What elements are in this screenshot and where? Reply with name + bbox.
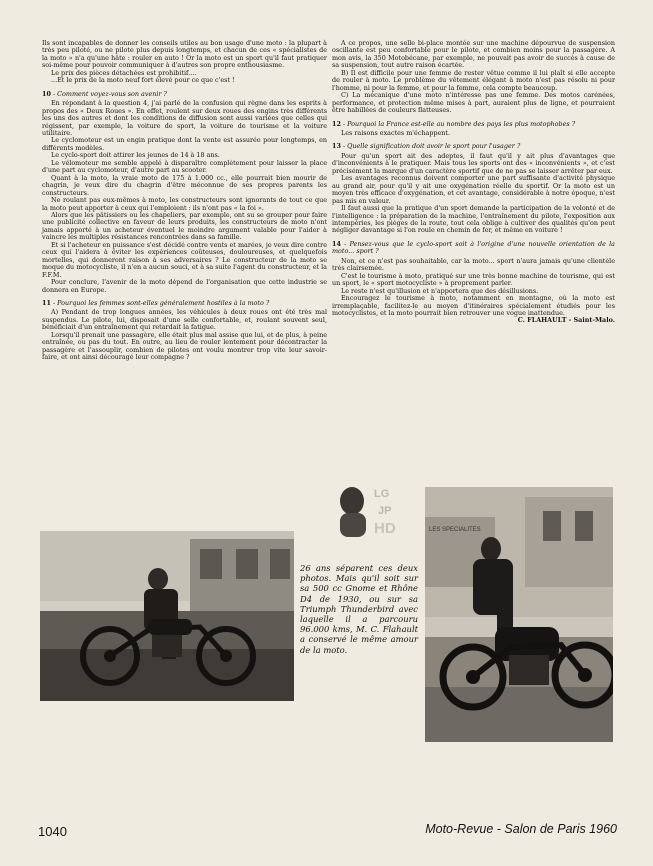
paragraph: Le vélomoteur me semble appelé à disparaître complètement pour laisser la place d'une part au cyclomoteur, d'autre part au scooter. xyxy=(42,158,327,175)
question-text: Quelle signification doit avoir le sport pour l'usager ? xyxy=(347,142,521,151)
paragraph: Pour conclure, l'avenir de la moto dépend de l'organisation que cette industrie se donnera en Europe. xyxy=(42,278,327,294)
paragraph: Quant à la moto, la vraie moto de 175 à 1.000 cc., elle pourrait bien mourir de chagrin, je veux dire du chagrin d'être méconnue de ses propres parents les constructeurs. xyxy=(42,173,327,197)
question-text: Comment voyez-vous son avenir ? xyxy=(57,89,167,98)
paragraph: Le cyclo-sport doit attirer les jeunes de 14 à 18 ans. xyxy=(51,151,220,160)
paragraph: A) Pendant de trop longues années, les véhicules à deux roues ont été très mal suspendus. Le pilote, lui, disposait d'une selle confortable, et, roulant souvent seul, bénéficiait d'un entraînement qui retardait la fatigue. xyxy=(42,308,327,332)
paragraph: C'est le tourisme à moto, pratiqué sur une très bonne machine de tourisme, qui est un sport, le « sport motocycliste » à proprement parler. xyxy=(332,271,615,288)
paragraph: Les avantages reconnus doivent comporter une part suffisante d'activité physique au grand air, pour qu'il y ait une oxygénation réelle du sportif. Or la moto est un moyen très efficace d'oxygénation, et cet avantage, considérable à notre époque, n'est pas mis en valeur. xyxy=(332,174,615,205)
paragraph: A ce propos, une selle bi-place montée sur une machine dépourvue de suspension oscillante est peu confortable pour le pilote, et combien moins pour la passagère. A mon avis, la 350 Motobécane, par exemple, ne pouvait pas avoir de succès à cause de sa suspension, tout autre raison écartée. xyxy=(332,39,615,70)
svg-text:HD: HD xyxy=(374,520,396,537)
paragraph: En répondant à la question 4, j'ai parlé de la confusion qui règne dans les esprits à propos des « Deux Roues ». En effet, roulent sur deux roues des engins très différents les uns des autres et dont les conditions de diffusion sont aussi variées que celles qui régissent, par exemple, la voiture de sport, la voiture de tourisme et la voiture utilitaire. xyxy=(42,99,327,137)
paragraph: Ne roulant pas eux-mêmes à moto, les constructeurs sont ignorants de tout ce que la moto peut apporter à ceux qui l'emploient : ils n'ont pas « la foi ». xyxy=(42,196,327,212)
interview-question-13: 13 - Quelle signification doit avoir le sport pour l'usager ? xyxy=(332,142,521,151)
magazine-title: Moto-Revue - Salon de Paris 1960 xyxy=(425,822,617,836)
paragraph: Le reste n'est qu'illusion et n'apportera que des désillusions. xyxy=(341,286,539,295)
paragraph: Ils sont incapables de donner les conseils utiles au bon usage d'une moto : la plupart à très peu piloté, ou ne pilote plus depuis longtemps, et chacun de ces « spécialistes de la moto » n'a qu'une hâte : rouler en auto ! Or la moto est un sport qu'il faut pratiquer soi-même pour pouvoir communiquer à d'autres son propre enthousiasme. xyxy=(42,39,327,70)
watermark-logo xyxy=(334,481,412,539)
photo-caption: 26 ans séparent ces deux photos. Mais qu'il soit sur sa 500 cc Gnome et Rhône D4 de 1930, ou sur sa Triumph Thunderbird avec laquelle il a parcouru 96.000 kms, M. C. Flahault a conservé le même amour de la moto. xyxy=(300,563,418,655)
interview-question-12: 12 - Pourquoi la France est-elle au nombre des pays les plus motophobes ? xyxy=(332,119,576,128)
question-text: Pensez-vous que le cyclo-sport soit à l'origine d'une nouvelle orientation de la moto... sport ? xyxy=(332,239,615,256)
paragraph: Alors que les pâtissiers ou les chapeliers, par exemple, ont su se grouper pour faire une publicité collective en faveur de leurs produits, les constructeurs de moto n'ont jamais apporté à un acheteur éventuel le moindre argument valable pour l'aider à vaincre les multiples résistances rencontrées dans sa famille. xyxy=(42,210,327,242)
paragraph: Lorsqu'il prenait une passagère, elle était plus mal assise que lui, et de plus, à peine entraînée, ou pas du tout. En outre, au lieu de rouler lentement pour décontracter la passagère et l'assouplir, combien de pilotes ont voulu montrer trop vite leur savoir-faire, et ont ainsi découragé leur compagne ? xyxy=(42,330,327,362)
photo-illustration xyxy=(40,531,294,701)
paragraph: Et si l'acheteur en puissance s'est décidé contre vents et marées, je veux dire contre ceux qui l'aidera à éviter les expériences coûteuses, douloureuses, et quelquefois mortelles, qui donneront raison à ses adversaires ? Le constructeur de la moto se moque du motocycliste, il n'en a aucun souci, et à sa suite l'agent du constructeur, et la F.F.M. xyxy=(42,240,327,279)
interview-question-11: 11 - Pourquoi les femmes sont-elles généralement hostiles à la moto ? xyxy=(42,298,270,307)
question-text: Pourquoi la France est-elle au nombre des pays les plus motophobes ? xyxy=(347,119,576,128)
interview-question-14: 14 - Pensez-vous que le cyclo-sport soit à l'origine d'une nouvelle orientation de la moto... sport ? xyxy=(332,239,615,256)
question-number: 13 xyxy=(332,142,341,151)
page-number: 1040 xyxy=(38,824,67,839)
right-text-column xyxy=(332,40,615,325)
paragraph: Le cyclomoteur est un engin pratique dont la vente est assurée pour longtemps, en différents modèles. xyxy=(42,136,327,152)
author-signature: C. FLAHAULT - Saint-Malo. xyxy=(517,316,615,325)
paragraph: ...Et le prix de la moto neuf fort élevé pour ce que c'est ! xyxy=(51,76,235,85)
photo-triumph-thunderbird xyxy=(425,487,613,742)
shop-sign: LES SPECIALITES xyxy=(429,527,481,533)
paragraph: Non, et ce n'est pas souhaitable, car la moto... sport n'aura jamais qu'une clientèle très clairsemée. xyxy=(332,256,615,273)
paragraph: C) La mécanique d'une moto n'intéresse pas une femme. Des motos carénées, performance, et protection même mises à part, auraient plus de ligne, et pourraient être habillées de couleurs flatteuses. xyxy=(332,91,615,115)
portrait-logo-icon xyxy=(334,481,412,539)
photo-illustration xyxy=(425,487,613,742)
paragraph: Le prix des pièces détachées est prohibitif.... xyxy=(51,68,197,77)
question-text: Pourquoi les femmes sont-elles généralement hostiles à la moto ? xyxy=(57,298,270,307)
paragraph: Les raisons exactes m'échappent. xyxy=(341,128,451,137)
interview-question-10: 10 - Comment voyez-vous son avenir ? xyxy=(42,89,167,98)
paragraph: Encouragez le tourisme à moto, notamment en montagne, où la moto est irremplaçable, facilitez-le au moyen d'itinéraires spécialement étudiés pour les motocyclistes, et la moto pourrait bien retrouver une vogue inattendue. xyxy=(332,294,615,317)
left-text-column xyxy=(42,40,327,362)
paragraph: Pour qu'un sport ait des adeptes, il faut qu'il y ait plus d'avantages que d'inconvénients à le pratiquer. Mais tous les sports ont des « inconvénients », et c'est précisément la marque d'un caractère sportif que de ne pas se laisser arrêter par eux. xyxy=(332,151,615,175)
svg-text:JP: JP xyxy=(378,505,392,517)
svg-text:LG: LG xyxy=(374,488,390,500)
question-number: 10 xyxy=(42,89,51,98)
question-number: 12 xyxy=(332,119,341,128)
question-number: 14 xyxy=(332,239,341,248)
photo-gnome-rhone-1930 xyxy=(40,531,294,701)
paragraph: Il faut aussi que la pratique d'un sport demande la participation de la volonté et de l'intelligence : la préparation de la machine, l'entraînement du pilote, l'exposition aux intempéries, les pièges de la route, tout cela oblige à cultiver des qualités qu'on peut négliger davantage si l'on roule en chemin de fer, et même en voiture ! xyxy=(332,204,615,235)
question-number: 11 xyxy=(42,298,51,307)
paragraph: B) Il est difficile pour une femme de rester vêtue comme il lui plaît si elle accepte de rouler à moto. Le problème du vêtement élégant à moto n'est pas résolu ni pour l'homme, ni pour la femme, et pour la femme, cela compte beaucoup. xyxy=(332,68,615,92)
